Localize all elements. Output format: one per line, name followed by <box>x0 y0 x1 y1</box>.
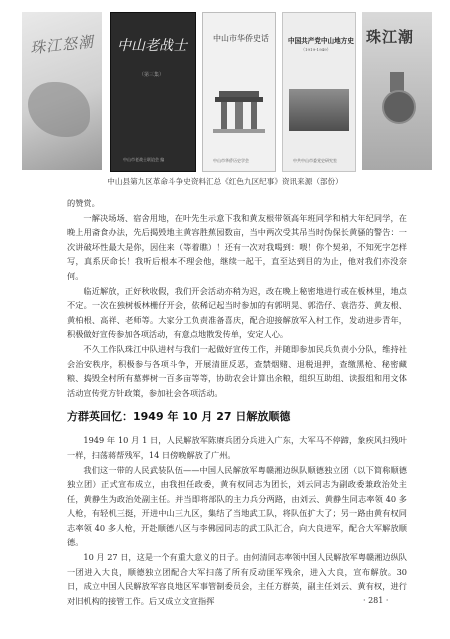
book-publisher: 中山市老战士联谊会 编 <box>123 157 165 162</box>
memorial-arch-illustration <box>213 83 265 133</box>
book-cover <box>362 12 432 170</box>
paragraph: 一解决场场、宿舍用地，在叶先生示意下我和黄友根带领高年班同学和梢大年纪同学，在晚上用斋食办法，先后揭毁地主黄容胜蕉园数亩，当中两次受其吊当时伪保长黄骚的警告：一次讲破坏性最大是你，因住来（等着瞧）！还有一次对我喝到：喂！你个契弟，不知死字怎样写，真系厌命长！我听后根本不理会他，继续一起干，直至达到目的为止，他对我们亦没奈何。 <box>67 212 407 281</box>
figure-caption: 中山县第九区革命斗争史资料汇总《红色九区纪事》资讯来源（部份） <box>107 177 343 186</box>
page-number: · 281 · <box>363 596 389 605</box>
medal-ribbon <box>390 72 404 92</box>
paragraph: 10 月 27 日，这是一个有重大意义的日子。由何清同志率领中国人民解放军粤赣湘边纵队一团进入大良，顺德独立团配合大军扫荡了所有反动匪军残余，进入大良，宣布解放。30 日，成立中国人民解放军容良地区军事管制委员会，主任方群英，副主任刘云、黄有权，进行对旧机构的接管工作。后又成立文宣指挥 <box>67 552 407 606</box>
paragraph: 我们这一带的人民武装队伍——中国人民解放军粤赣湘边纵队顺德独立团（以下简称顺德独立团）正式宣布成立，由我担任政委，黄有权同志为团长，刘云同志为副政委兼政治处主任，黄静生为政治处副主任。并当即将部队的主力兵分两路，由刘云、黄静生同志率领 40 多人枪，有轻机三挺，开进中山三九区，集结了当地武工队，将队伍扩大了；另一路由黄有权同志率领 40 多人枪，开赴顺德八区与李佛园同志的武工队汇合，向大良进军，配合大军解放顺德。 <box>67 464 407 548</box>
book-cover-strip <box>22 12 432 170</box>
book-cover <box>202 12 276 172</box>
paragraph: 的赞赏。 <box>67 198 100 208</box>
paragraph: 临近解放，正好秋收假，我们开会活动亦稍为迟，改在晚上秘密地进行或在板林里，地点不定。一次在独树板林栅仔开会，依稀记起当时参加的有郭明晃、郭浩仔、袁浩芬、黄友根、黄柏根、高祥、老师等。大家分工负责准备喜庆，配合迎接解放军入村工作，发动进步青年，积极做好宣传参加各项活动，有意点地散发传单，安定人心。 <box>67 285 407 340</box>
book-year-range: （1919-1949） <box>301 47 331 52</box>
section-heading: 方群英回忆：1949 年 10 月 27 日解放顺德 <box>67 410 291 424</box>
book-title: 中国共产党中山地方史 <box>288 37 354 45</box>
book-title: 珠江怒潮 <box>29 32 95 58</box>
book-title: 珠江潮 <box>366 28 415 46</box>
cover-photo <box>289 89 349 131</box>
book-title: 中山老战士 <box>117 38 187 54</box>
book-cover <box>22 12 102 170</box>
book-cover <box>110 12 196 172</box>
medal-illustration <box>382 90 416 124</box>
paragraph: 1949 年 10 月 1 日，人民解放军陈赓兵团分兵进入广东，大军马不停蹄，象疾风扫残叶一样，扫荡蒋帮残军，14 日傍晚解放了广州。 <box>67 435 407 460</box>
book-cover <box>282 12 356 172</box>
book-subtitle: （第三集） <box>139 72 165 78</box>
book-publisher: 中山市华侨历史学会 <box>213 158 249 163</box>
article-body <box>67 196 407 608</box>
book-publisher: 中共中山市委党史研究室 <box>293 158 337 163</box>
cover-illustration <box>28 82 90 137</box>
book-title: 中山市华侨史话 <box>213 34 269 43</box>
paragraph: 不久工作队珠江中队进村与我们一起做好宣传工作，并随即参加民兵负责小分队，维持社会治安秩序，积极参与各项斗争，开展清匪反恶，查禁烟赌、退税退押，查缴黑枪、秘密藏粮、捣毁全村所有墓葬树一百多亩等等，协助农会计算出余粮，组织互助组、读报组和用文体活动宣传党方针政策，参加社会各项活动。 <box>67 343 407 398</box>
